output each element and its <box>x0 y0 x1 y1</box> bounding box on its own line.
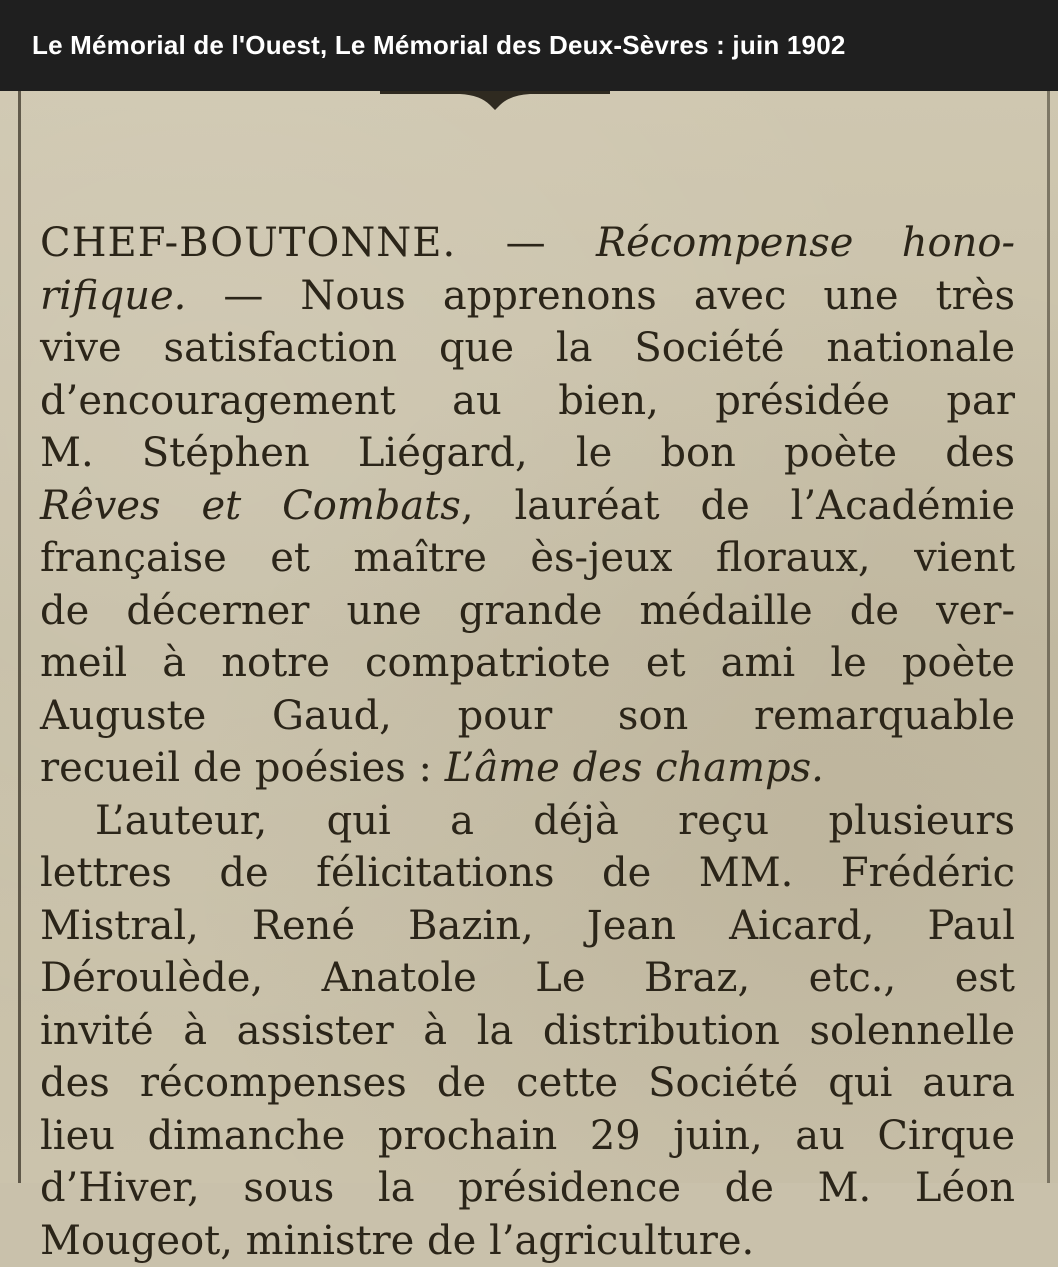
article-line <box>40 742 1015 795</box>
article-line <box>40 1162 1015 1215</box>
article-line <box>40 532 1015 585</box>
article-line <box>40 217 1015 270</box>
text-run: L’âme des champs. <box>445 745 824 791</box>
article-line <box>40 847 1015 900</box>
article-line <box>40 1215 1015 1267</box>
article-line <box>40 637 1015 690</box>
article-line <box>40 480 1015 533</box>
article-line <box>40 375 1015 428</box>
text-run: Récompense hono- <box>596 220 1015 266</box>
text-run: Rêves et Combats <box>40 483 461 529</box>
article-line <box>40 270 1015 323</box>
column-rule-left <box>18 91 21 1183</box>
article-line <box>40 952 1015 1005</box>
text-run: lettres de félicitations de MM. Frédéric <box>40 850 1015 896</box>
article-body <box>40 217 1015 1267</box>
text-run: vive satisfaction que la Société nationale <box>40 325 1015 371</box>
text-run: — Nous apprenons avec une très <box>186 273 1015 319</box>
text-run: recueil de poésies : <box>40 745 445 791</box>
text-run: , lauréat de l’Académie <box>461 483 1015 529</box>
article-line <box>40 427 1015 480</box>
text-run: M. Stéphen Liégard, le bon poète des <box>40 430 1015 476</box>
text-run: Mougeot, ministre de l’agriculture. <box>40 1218 754 1264</box>
text-run: d’Hiver, sous la présidence de M. Léon <box>40 1165 1015 1211</box>
article-line <box>40 322 1015 375</box>
text-run: Déroulède, Anatole Le Braz, etc., est <box>40 955 1015 1001</box>
title-bar <box>0 0 1058 91</box>
ornament-divider <box>380 91 610 113</box>
text-run: de décerner une grande médaille de ver- <box>40 588 1015 634</box>
text-run: lieu dimanche prochain 29 juin, au Cirque <box>40 1113 1015 1159</box>
article-line <box>40 585 1015 638</box>
text-run: CHEF-BOUTONNE. — <box>40 220 596 266</box>
text-run: des récompenses de cette Société qui aura <box>40 1060 1015 1106</box>
text-run: meil à notre compatriote et ami le poète <box>40 640 1015 686</box>
text-run: Mistral, René Bazin, Jean Aicard, Paul <box>40 903 1015 949</box>
text-run: Auguste Gaud, pour son remarquable <box>40 693 1015 739</box>
article-line <box>40 795 1015 848</box>
text-run: d’encouragement au bien, présidée par <box>40 378 1015 424</box>
article-line <box>40 1005 1015 1058</box>
article-line <box>40 690 1015 743</box>
article-line <box>40 900 1015 953</box>
text-run: française et maître ès-jeux floraux, vient <box>40 535 1015 581</box>
article-line <box>40 1110 1015 1163</box>
article-line <box>40 1057 1015 1110</box>
text-run: rifique. <box>40 273 186 319</box>
document-title: Le Mémorial de l'Ouest, Le Mémorial des Deux-Sèvres : juin 1902 <box>32 30 846 61</box>
text-run: invité à assister à la distribution solennelle <box>40 1008 1015 1054</box>
text-run: L’auteur, qui a déjà reçu plusieurs <box>95 798 1015 844</box>
column-rule-right <box>1047 91 1050 1183</box>
newspaper-scan <box>0 91 1058 1183</box>
